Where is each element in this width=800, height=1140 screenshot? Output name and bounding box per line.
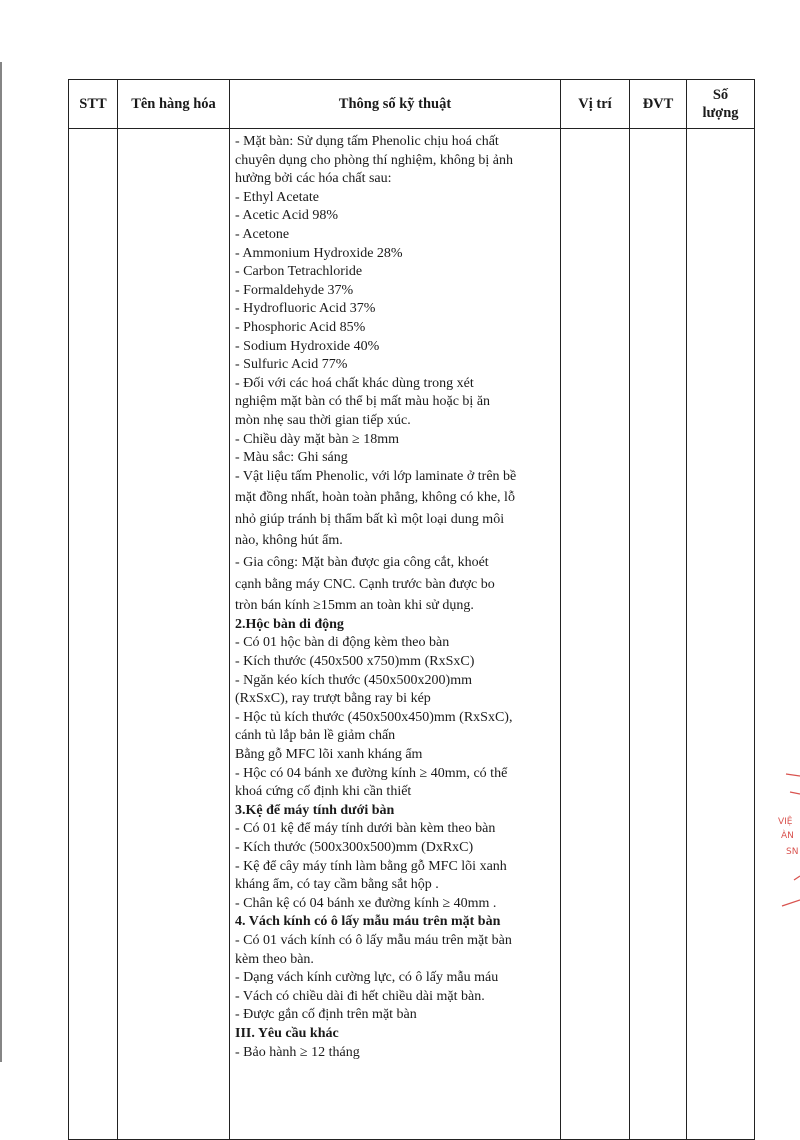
spec-line: - Mặt bàn: Sử dụng tấm Phenolic chịu hoá chất	[235, 134, 499, 149]
spec-line: - Chiều dày mặt bàn ≥ 18mm	[235, 431, 399, 447]
spec-line: hưởng bởi các hóa chất sau:	[235, 171, 392, 187]
header-stt: STT	[69, 80, 118, 129]
spec-line: - Màu sắc: Ghi sáng	[235, 450, 348, 466]
stamp-text: SN	[786, 847, 799, 857]
spec-line: - Formaldehyde 37%	[235, 282, 354, 298]
stamp-stroke	[786, 774, 800, 776]
header-so-luong-line1: Số	[712, 87, 729, 103]
spec-line: - Được gắn cố định trên mặt bàn	[235, 1007, 417, 1023]
spec-line: nhỏ giúp tránh bị thẩm bất kì một loại dung môi	[235, 511, 505, 527]
header-row	[69, 80, 755, 129]
spec-line: nào, không hút ẩm.	[235, 533, 343, 549]
header-dvt: ĐVT	[630, 80, 687, 129]
section-heading: 3.Kệ để máy tính dưới bàn	[235, 802, 395, 818]
spec-line: - Hộc tủ kích thước (450x500x450)mm (RxSxC),	[235, 709, 513, 725]
page-edge-rule	[0, 62, 2, 1062]
spec-line: - Có 01 vách kính có ô lấy mẫu máu trên mặt bàn	[235, 932, 512, 948]
spec-line: Bằng gỗ MFC lõi xanh kháng ẩm	[235, 747, 423, 762]
spec-line: - Kệ để cây máy tính làm bằng gỗ MFC lõi xanh	[235, 858, 507, 874]
stamp-text: ÀN	[781, 831, 794, 841]
spec-line: chuyên dụng cho phòng thí nghiệm, không bị ảnh	[235, 152, 514, 168]
spec-line: - Vật liệu tấm Phenolic, với lớp laminate ở trên bề	[235, 468, 517, 484]
stamp-text: VIỆ	[778, 817, 793, 827]
cell-thong-so	[230, 129, 561, 1140]
spec-line: tròn bán kính ≥15mm an toàn khi sử dụng.	[235, 598, 474, 614]
cell-so-luong	[687, 129, 755, 1140]
spec-line: kèm theo bàn.	[235, 951, 314, 967]
section-heading: 4. Vách kính có ô lấy mẫu máu trên mặt bàn	[235, 914, 501, 930]
header-so-luong	[687, 80, 755, 129]
spec-line: - Kích thước (450x500 x750)mm (RxSxC)	[235, 654, 475, 670]
table-row	[69, 129, 755, 1140]
stamp-stroke	[794, 876, 800, 880]
header-thong-so-ky-thuat: Thông số kỹ thuật	[230, 80, 561, 129]
spec-line: mặt đồng nhất, hoàn toàn phẳng, không có khe, lỗ	[235, 490, 515, 506]
spec-line: - Ammonium Hydroxide 28%	[235, 245, 403, 261]
spec-line: - Acetic Acid 98%	[235, 208, 339, 224]
spec-table	[68, 79, 755, 1140]
stamp-stroke	[782, 900, 800, 906]
cell-stt	[69, 129, 118, 1140]
spec-line: cạnh bằng máy CNC. Cạnh trước bàn được bo	[235, 576, 495, 592]
spec-line: - Gia công: Mặt bàn được gia công cắt, khoét	[235, 555, 489, 571]
spec-line: - Acetone	[235, 226, 290, 242]
spec-line: - Vách có chiều dài đi hết chiều dài mặt bàn.	[235, 988, 485, 1004]
spec-line: - Đối với các hoá chất khác dùng trong xét	[235, 375, 474, 391]
spec-line: mòn nhẹ sau thời gian tiếp xúc.	[235, 412, 411, 428]
spec-line: - Carbon Tetrachloride	[235, 264, 363, 280]
spec-line: - Có 01 kệ để máy tính dưới bàn kèm theo bàn	[235, 821, 496, 837]
spec-line: - Ngăn kéo kích thước (450x500x200)mm	[235, 672, 473, 688]
header-so-luong-line2: lượng	[702, 105, 739, 121]
spec-line: - Dạng vách kính cường lực, có ô lấy mẫu máu	[235, 970, 499, 986]
spec-line: (RxSxC), ray trượt bằng ray bi kép	[235, 691, 431, 707]
spec-text-block	[230, 129, 560, 1064]
spec-line: - Kích thước (500x300x500)mm (DxRxC)	[235, 839, 474, 855]
header-vi-tri: Vị trí	[561, 80, 630, 129]
spec-line: - Bảo hành ≥ 12 tháng	[235, 1044, 360, 1060]
cell-ten-hang-hoa	[118, 129, 230, 1140]
section-heading: III. Yêu cầu khác	[235, 1025, 339, 1041]
spec-line: kháng ẩm, có tay cầm bằng sắt hộp .	[235, 877, 439, 893]
red-stamp-fragment	[772, 772, 800, 912]
spec-line: - Ethyl Acetate	[235, 189, 319, 205]
spec-line: - Sodium Hydroxide 40%	[235, 338, 380, 354]
cell-vi-tri	[561, 129, 630, 1140]
spec-line: - Sulfuric Acid 77%	[235, 357, 348, 373]
spec-line: - Chân kệ có 04 bánh xe đường kính ≥ 40mm .	[235, 895, 497, 911]
spec-line: cánh tủ lắp bản lề giảm chấn	[235, 728, 396, 744]
spec-line: - Có 01 hộc bàn di động kèm theo bàn	[235, 635, 450, 651]
cell-dvt	[630, 129, 687, 1140]
section-heading: 2.Hộc bàn di động	[235, 616, 344, 632]
spec-line: - Phosphoric Acid 85%	[235, 319, 366, 335]
spec-line: khoá cứng cố định khi cần thiết	[235, 784, 412, 800]
spec-line: - Hộc có 04 bánh xe đường kính ≥ 40mm, có thể	[235, 765, 508, 781]
spec-line: nghiệm mặt bàn có thể bị mất màu hoặc bị ăn	[235, 394, 491, 410]
stamp-stroke	[790, 792, 800, 794]
spec-line: - Hydrofluoric Acid 37%	[235, 301, 376, 317]
header-ten-hang-hoa: Tên hàng hóa	[118, 80, 230, 129]
